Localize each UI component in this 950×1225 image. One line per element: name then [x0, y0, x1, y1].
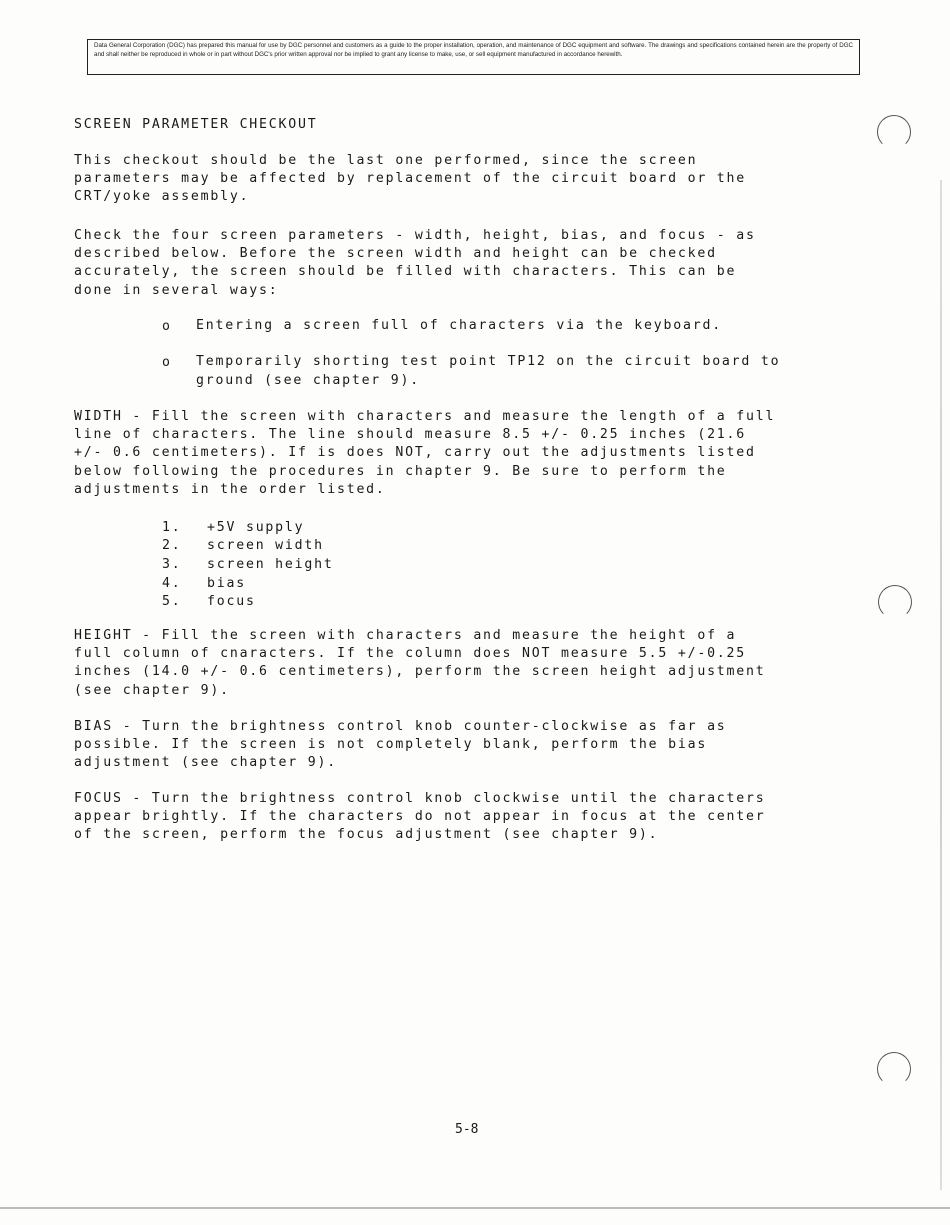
binder-hole-bottom — [877, 1052, 911, 1086]
page-number: 5-8 — [455, 1122, 479, 1137]
bullet-marker: o — [162, 319, 172, 334]
step-label: screen height — [207, 557, 334, 572]
step-number: 4. — [162, 576, 182, 591]
check-paragraph: Check the four screen parameters - width, height, bias, and focus - as described below. Before the screen width and height can be checked accurately, the screen should be filled with characters. This can be done in several ways: — [74, 228, 756, 298]
height-paragraph: HEIGHT - Fill the screen with characters and measure the height of a full column of cnaracters. If the column does NOT measure 5.5 +/-0.25 inches (14.0 +/- 0.6 centimeters), perform the screen height adjustment (see chapter 9). — [74, 628, 766, 698]
step-label: bias — [207, 576, 246, 591]
intro-paragraph: This checkout should be the last one performed, since the screen parameters may be affected by replacement of the circuit board or the CRT/yoke assembly. — [74, 153, 747, 205]
bullet-marker: o — [162, 355, 172, 370]
section-title: SCREEN PARAMETER CHECKOUT — [74, 117, 318, 132]
bullet-item: Entering a screen full of characters via the keyboard. — [196, 318, 722, 333]
page-bottom-edge — [0, 1207, 950, 1209]
page-edge-shadow — [940, 180, 942, 1190]
proprietary-notice: Data General Corporation (DGC) has prepared this manual for use by DGC personnel and customers as a guide to the proper installation, operation, and maintenance of DGC equipment and software. The drawings and specifications contained herein are the property of DGC and shall neither be reproduced in whole or in part without DGC's prior written approval nor be implied to grant any license to make, use, or sell equipment manufactured in accordance herewith. — [87, 39, 860, 75]
step-number: 5. — [162, 594, 182, 609]
focus-paragraph: FOCUS - Turn the brightness control knob clockwise until the characters appear brightly. If the characters do not appear in focus at the center of the screen, perform the focus adjustment (see chapter 9). — [74, 791, 766, 843]
step-label: +5V supply — [207, 520, 305, 535]
bias-paragraph: BIAS - Turn the brightness control knob counter-clockwise as far as possible. If the screen is not completely blank, perform the bias adjustment (see chapter 9). — [74, 719, 727, 771]
step-label: screen width — [207, 538, 324, 553]
step-number: 1. — [162, 520, 182, 535]
step-number: 3. — [162, 557, 182, 572]
bullet-item: Temporarily shorting test point TP12 on the circuit board to ground (see chapter 9). — [196, 354, 781, 388]
binder-hole-middle — [878, 585, 912, 619]
binder-hole-top — [877, 115, 911, 149]
step-label: focus — [207, 594, 256, 609]
step-number: 2. — [162, 538, 182, 553]
width-paragraph: WIDTH - Fill the screen with characters and measure the length of a full line of characters. The line should measure 8.5 +/- 0.25 inches (21.6 +/- 0.6 centimeters). If is does NOT, carry out the adjustments listed below following the procedures in chapter 9. Be sure to perform the adjustments in the order listed. — [74, 409, 776, 497]
